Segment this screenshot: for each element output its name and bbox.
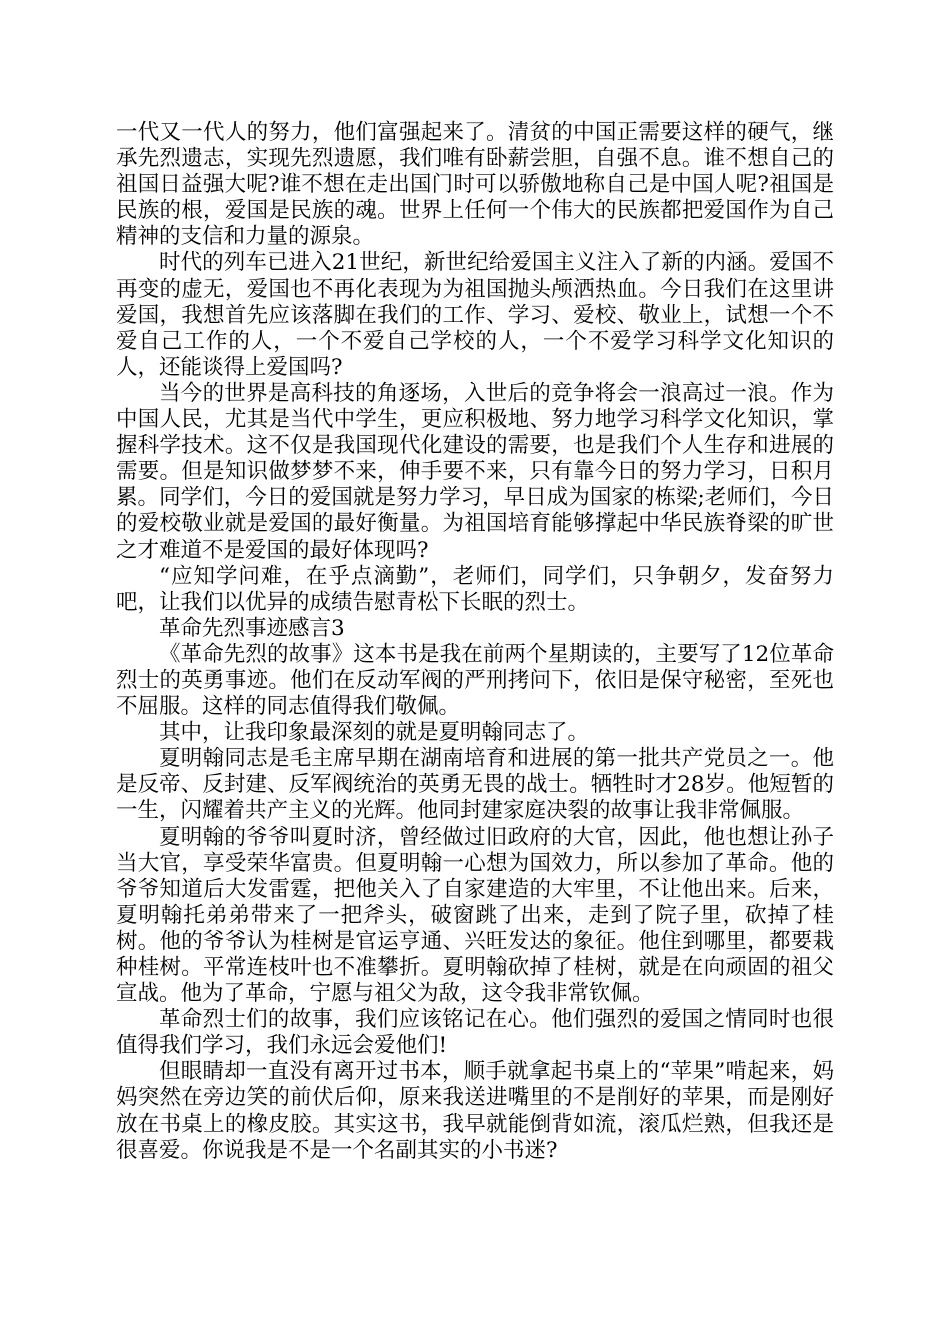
paragraph-7: 其中，让我印象最深刻的就是夏明翰同志了。 [159, 720, 590, 746]
document-page [116, 120, 834, 1164]
section-heading: 革命先烈事迹感言3 [159, 615, 345, 641]
paragraph-2: 时代的列车已进入21世纪，新世纪给爱国主义注入了新的内涵。爱国不再变的虚无，爱国也不再化表现为为祖国抛头颅洒热血。今日我们在这里讲爱国，我想首先应该落脚在我们的工作、学习、爱校、敬业上，试想一个不爱自己工作的人，一个不爱自己学校的人，一个不爱学习科学文化知识的人，还能谈得上爱国吗? [116, 250, 834, 380]
paragraph-8: 夏明翰同志是毛主席早期在湖南培育和进展的第一批共产党员之一。他是反帝、反封建、反军阀统治的英勇无畏的战士。牺牲时才28岁。他短暂的一生，闪耀着共产主义的光辉。他同封建家庭决裂的故事让我非常佩服。 [116, 746, 834, 824]
paragraph-1: 一代又一代人的努力，他们富强起来了。清贫的中国正需要这样的硬气，继承先烈遗志，实现先烈遗愿，我们唯有卧薪尝胆，自强不息。谁不想自己的祖国日益强大呢?谁不想在走出国门时可以骄傲地称自己是中国人呢?祖国是民族的根，爱国是民族的魂。世界上任何一个伟大的民族都把爱国作为自己精神的支信和力量的源泉。 [116, 120, 834, 250]
paragraph-6: 《革命先烈的故事》这本书是我在前两个星期读的，主要写了12位革命烈士的英勇事迹。他们在反动军阀的严刑拷问下，依旧是保守秘密，至死也不屈服。这样的同志值得我们敬佩。 [116, 641, 834, 720]
paragraph-9: 夏明翰的爷爷叫夏时济，曾经做过旧政府的大官，因此，他也想让孙子当大官，享受荣华富贵。但夏明翰一心想为国效力，所以参加了革命。他的爷爷知道后大发雷霆，把他关入了自家建造的大牢里，不让他出来。后来，夏明翰托弟弟带来了一把斧头，破窗跳了出来，走到了院子里，砍掉了桂树。他的爷爷认为桂树是官运亨通、兴旺发达的象征。他住到哪里，都要栽种桂树。平常连枝叶也不准攀折。夏明翰砍掉了桂树，就是在向顽固的祖父宣战。他为了革命，宁愿与祖父为敌，这令我非常钦佩。 [116, 824, 834, 1007]
paragraph-3: 当今的世界是高科技的角逐场，入世后的竞争将会一浪高过一浪。作为中国人民，尤其是当代中学生，更应积极地、努力地学习科学文化知识，掌握科学技术。这不仅是我国现代化建设的需要，也是我们个人生存和进展的需要。但是知识做梦梦不来，伸手要不来，只有靠今日的努力学习，日积月累。同学们，今日的爱国就是努力学习，早日成为国家的栋梁;老师们，今日的爱校敬业就是爱国的最好衡量。为祖国培育能够撑起中华民族脊梁的旷世之才难道不是爱国的最好体现吗? [116, 380, 834, 563]
paragraph-11: 但眼睛却一直没有离开过书本，顺手就拿起书桌上的“苹果”啃起来，妈妈突然在旁边笑的前伏后仰，原来我送进嘴里的不是削好的苹果，而是刚好放在书桌上的橡皮胶。其实这书，我早就能倒背如流，滚瓜烂熟，但我还是很喜爱。你说我是不是一个名副其实的小书迷? [116, 1059, 834, 1163]
paragraph-4: “应知学问难，在乎点滴勤”，老师们，同学们，只争朝夕，发奋努力吧，让我们以优异的成绩告慰青松下长眠的烈士。 [116, 563, 834, 615]
paragraph-10: 革命烈士们的故事，我们应该铭记在心。他们强烈的爱国之情同时也很值得我们学习，我们永远会爱他们! [116, 1007, 834, 1059]
